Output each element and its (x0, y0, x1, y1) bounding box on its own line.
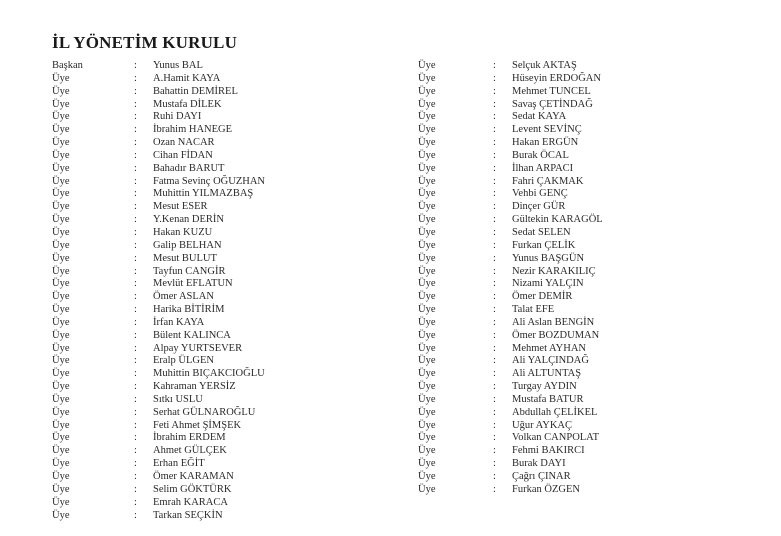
separator-colon: : (134, 381, 137, 393)
member-role: Üye (418, 432, 436, 444)
member-name: Mustafa DİLEK (153, 98, 222, 110)
member-role: Üye (418, 329, 436, 341)
separator-colon: : (134, 252, 137, 264)
member-role: Üye (52, 98, 70, 110)
member-role: Üye (418, 149, 436, 161)
separator-colon: : (134, 445, 137, 457)
member-name: Volkan CANPOLAT (512, 432, 600, 444)
separator-colon: : (134, 137, 137, 149)
separator-colon: : (134, 278, 137, 290)
member-role: Üye (52, 175, 70, 187)
member-role: Üye (418, 355, 436, 367)
separator-colon: : (493, 316, 496, 328)
separator-colon: : (493, 304, 496, 316)
separator-colon: : (493, 381, 496, 393)
member-role: Üye (418, 162, 436, 174)
member-role: Üye (418, 137, 436, 149)
member-name: Bahadır BARUT (153, 162, 225, 174)
separator-colon: : (493, 137, 496, 149)
member-name: Mehmet AYHAN (512, 342, 586, 354)
separator-colon: : (134, 458, 137, 470)
member-role: Üye (418, 214, 436, 226)
member-name: Yunus BAL (153, 60, 203, 71)
separator-colon: : (493, 419, 496, 431)
separator-colon: : (493, 471, 496, 482)
separator-colon: : (493, 483, 496, 495)
page-title: İL YÖNETİM KURULU (52, 33, 238, 52)
member-name: Furkan ÇELİK (512, 239, 576, 251)
separator-colon: : (493, 406, 496, 418)
member-name: Serhat GÜLNAROĞLU (153, 406, 256, 418)
member-name: Ozan NACAR (153, 137, 215, 149)
member-name: Uğur AYKAÇ (512, 419, 572, 431)
member-role: Üye (418, 342, 436, 354)
member-role: Üye (52, 111, 70, 123)
member-name: İlhan ARPACI (512, 162, 574, 174)
separator-colon: : (134, 419, 137, 431)
member-role: Üye (52, 278, 70, 290)
member-name: Sedat KAYA (512, 111, 567, 123)
member-name: Muhittin BIÇAKCIOĞLU (153, 368, 265, 380)
member-role: Üye (418, 85, 436, 97)
member-role: Üye (52, 329, 70, 341)
separator-colon: : (493, 162, 496, 174)
member-name: Ömer ASLAN (153, 291, 214, 303)
separator-colon: : (134, 201, 137, 213)
member-name: Fehmi BAKIRCI (512, 445, 585, 457)
member-name: Feti Ahmet ŞİMŞEK (153, 419, 242, 431)
member-name: Hüseyin ERDOĞAN (512, 72, 601, 84)
member-role: Üye (418, 226, 436, 238)
member-name: Levent SEVİNÇ (512, 124, 582, 136)
member-name: Eralp ÜLGEN (153, 355, 214, 367)
member-name: Mehmet TUNCEL (512, 85, 591, 97)
member-name: Hakan KUZU (153, 226, 213, 238)
member-role: Üye (52, 162, 70, 174)
separator-colon: : (493, 368, 496, 380)
member-role: Üye (52, 368, 70, 380)
member-role: Üye (418, 111, 436, 123)
member-name: Ömer KARAMAN (153, 471, 234, 482)
member-role: Üye (418, 278, 436, 290)
separator-colon: : (134, 304, 137, 316)
separator-colon: : (493, 445, 496, 457)
separator-colon: : (493, 175, 496, 187)
separator-colon: : (493, 291, 496, 303)
member-name: Ahmet GÜLÇEK (153, 445, 227, 457)
separator-colon: : (134, 355, 137, 367)
member-role: Üye (52, 149, 70, 161)
member-name: Burak DAYI (512, 458, 566, 470)
member-role: Üye (52, 137, 70, 149)
member-role: Üye (418, 304, 436, 316)
member-name: Muhittin YILMAZBAŞ (153, 188, 254, 200)
member-role: Üye (418, 368, 436, 380)
member-role: Üye (52, 72, 70, 84)
member-role: Üye (418, 458, 436, 470)
separator-colon: : (493, 72, 496, 84)
separator-colon: : (493, 149, 496, 161)
separator-colon: : (493, 239, 496, 251)
member-role: Üye (418, 60, 436, 71)
member-name: Bahattin DEMİREL (153, 85, 238, 97)
member-name: Savaş ÇETİNDAĞ (512, 98, 593, 110)
member-role: Üye (52, 355, 70, 367)
member-name: İrfan KAYA (153, 316, 205, 328)
separator-colon: : (493, 393, 496, 405)
member-role: Üye (52, 124, 70, 136)
member-name: Tarkan SEÇKİN (153, 509, 223, 521)
member-role: Üye (52, 483, 70, 495)
member-role: Üye (52, 85, 70, 97)
member-role: Üye (418, 483, 436, 495)
member-name: Burak ÖCAL (512, 149, 569, 161)
member-role: Üye (418, 471, 436, 482)
member-role: Üye (418, 393, 436, 405)
separator-colon: : (134, 342, 137, 354)
member-role: Üye (52, 419, 70, 431)
member-name: Tayfun CANGİR (153, 265, 226, 277)
separator-colon: : (493, 85, 496, 97)
separator-colon: : (134, 175, 137, 187)
separator-colon: : (493, 98, 496, 110)
member-role: Üye (52, 496, 70, 508)
member-role: Üye (52, 188, 70, 200)
member-role: Üye (418, 381, 436, 393)
separator-colon: : (134, 98, 137, 110)
separator-colon: : (134, 496, 137, 508)
member-name: Kahraman YERSİZ (153, 381, 236, 393)
separator-colon: : (134, 509, 137, 521)
member-name: İbrahim HANEGE (153, 124, 233, 136)
separator-colon: : (493, 60, 496, 71)
separator-colon: : (493, 265, 496, 277)
separator-colon: : (493, 278, 496, 290)
member-role: Üye (52, 445, 70, 457)
member-name: Mesut BULUT (153, 252, 217, 264)
member-name: Ali ALTUNTAŞ (512, 368, 582, 380)
member-role: Üye (418, 124, 436, 136)
member-name: Fatma Sevinç OĞUZHAN (153, 175, 265, 187)
member-role: Üye (418, 316, 436, 328)
member-name: Abdullah ÇELİKEL (512, 406, 598, 418)
member-name: A.Hamit KAYA (153, 72, 221, 84)
member-name: Çağrı ÇINAR (512, 471, 571, 482)
member-name: Bülent KALINCA (153, 329, 231, 341)
separator-colon: : (493, 432, 496, 444)
member-name: Nizami YALÇIN (512, 278, 584, 290)
member-name: Ali YALÇINDAĞ (512, 355, 589, 367)
member-name: Y.Kenan DERİN (153, 214, 224, 226)
member-role: Üye (52, 406, 70, 418)
member-role: Üye (52, 381, 70, 393)
member-role: Üye (52, 458, 70, 470)
member-role: Üye (52, 509, 70, 521)
separator-colon: : (134, 368, 137, 380)
member-name: Dinçer GÜR (512, 201, 566, 213)
member-role: Üye (418, 252, 436, 264)
separator-colon: : (493, 355, 496, 367)
member-role: Üye (418, 419, 436, 431)
member-role: Üye (52, 393, 70, 405)
member-role: Üye (418, 201, 436, 213)
member-role: Üye (52, 226, 70, 238)
separator-colon: : (134, 316, 137, 328)
member-name: Yunus BAŞGÜN (512, 252, 585, 264)
member-role: Üye (52, 304, 70, 316)
member-name: Cihan FİDAN (153, 149, 213, 161)
separator-colon: : (134, 72, 137, 84)
member-role: Üye (52, 432, 70, 444)
member-role: Üye (418, 291, 436, 303)
member-role: Üye (52, 252, 70, 264)
separator-colon: : (134, 226, 137, 238)
member-role: Üye (418, 188, 436, 200)
separator-colon: : (134, 239, 137, 251)
member-name: Gültekin KARAGÖL (512, 214, 603, 226)
member-name: Selim GÖKTÜRK (153, 483, 232, 495)
member-name: Talat EFE (512, 304, 555, 316)
member-role: Başkan (52, 60, 83, 71)
member-name: Vehbi GENÇ (512, 188, 568, 200)
separator-colon: : (493, 111, 496, 123)
member-role: Üye (418, 445, 436, 457)
member-name: Alpay YURTSEVER (153, 342, 243, 354)
member-name: Ömer BOZDUMAN (512, 329, 600, 341)
member-name: Erhan EĞİT (153, 458, 205, 470)
separator-colon: : (134, 483, 137, 495)
separator-colon: : (493, 124, 496, 136)
separator-colon: : (493, 329, 496, 341)
member-role: Üye (418, 175, 436, 187)
separator-colon: : (134, 60, 137, 71)
member-role: Üye (418, 72, 436, 84)
separator-colon: : (493, 342, 496, 354)
separator-colon: : (134, 162, 137, 174)
member-role: Üye (52, 201, 70, 213)
member-name: Mustafa BATUR (512, 393, 584, 405)
member-name: Ömer DEMİR (512, 291, 573, 303)
separator-colon: : (134, 393, 137, 405)
member-role: Üye (52, 342, 70, 354)
member-name: Ali Aslan BENGİN (512, 316, 595, 328)
member-name: Hakan ERGÜN (512, 137, 579, 149)
member-role: Üye (418, 406, 436, 418)
member-role: Üye (418, 239, 436, 251)
member-name: Mevlüt EFLATUN (153, 278, 233, 290)
member-role: Üye (418, 98, 436, 110)
separator-colon: : (134, 85, 137, 97)
member-name: Sıtkı USLU (153, 393, 203, 405)
member-role: Üye (52, 265, 70, 277)
member-role: Üye (52, 291, 70, 303)
member-name: Furkan ÖZGEN (512, 483, 580, 495)
member-role: Üye (52, 214, 70, 226)
member-name: Turgay AYDIN (512, 381, 577, 393)
separator-colon: : (134, 471, 137, 482)
separator-colon: : (493, 252, 496, 264)
separator-colon: : (134, 214, 137, 226)
separator-colon: : (134, 111, 137, 123)
member-name: Harika BİTİRİM (153, 304, 225, 316)
separator-colon: : (493, 214, 496, 226)
member-name: İbrahim ERDEM (153, 432, 226, 444)
member-name: Mesut ESER (153, 201, 208, 213)
member-name: Sedat SELEN (512, 226, 571, 238)
separator-colon: : (493, 188, 496, 200)
member-role: Üye (52, 316, 70, 328)
member-name: Galip BELHAN (153, 239, 222, 251)
member-name: Ruhi DAYI (153, 111, 202, 123)
member-name: Fahri ÇAKMAK (512, 175, 584, 187)
separator-colon: : (134, 124, 137, 136)
separator-colon: : (134, 406, 137, 418)
separator-colon: : (134, 188, 137, 200)
member-name: Emrah KARACA (153, 496, 228, 508)
separator-colon: : (493, 226, 496, 238)
member-name: Selçuk AKTAŞ (512, 60, 577, 71)
separator-colon: : (134, 329, 137, 341)
separator-colon: : (134, 291, 137, 303)
separator-colon: : (493, 201, 496, 213)
separator-colon: : (493, 458, 496, 470)
separator-colon: : (134, 149, 137, 161)
separator-colon: : (134, 265, 137, 277)
separator-colon: : (134, 432, 137, 444)
member-role: Üye (52, 471, 70, 482)
member-name: Nezir KARAKILIÇ (512, 265, 596, 277)
member-role: Üye (52, 239, 70, 251)
member-role: Üye (418, 265, 436, 277)
